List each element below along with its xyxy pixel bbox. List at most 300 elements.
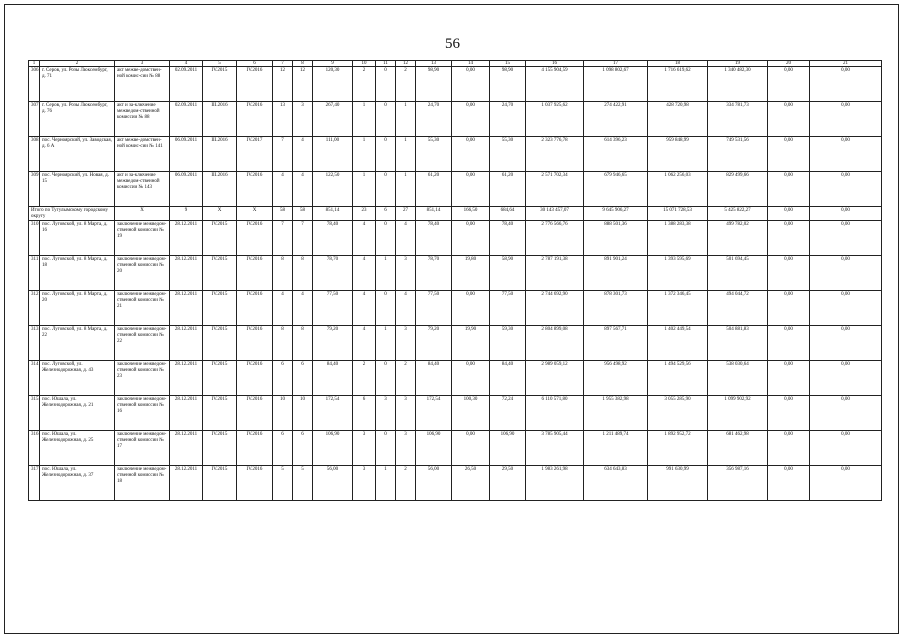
row-value-c18: 991 630,99	[648, 466, 708, 501]
row-value-c11: 0	[376, 291, 396, 326]
row-value-c19: 356 987,16	[708, 466, 768, 501]
table-row	[29, 256, 882, 291]
total-label: Итого по Тугулымскому городскому округу	[29, 207, 115, 221]
row-value-c18: 1 716 619,62	[648, 67, 708, 102]
row-value-c9: 77,50	[313, 291, 353, 326]
row-value-c16: 2 571 702,34	[526, 172, 584, 207]
row-value-c21: 0,00	[810, 137, 882, 172]
row-value-c9: 78,70	[313, 256, 353, 291]
row-value-c7: 10	[273, 396, 293, 431]
total-value-c14: 166,50	[452, 207, 490, 221]
table-row	[29, 431, 882, 466]
row-quarter-start: IV.2015	[203, 431, 237, 466]
row-value-c20: 0,00	[768, 67, 810, 102]
row-value-c16: 2 787 191,38	[526, 256, 584, 291]
row-number: 313	[29, 326, 40, 361]
row-value-c19: 749 531,56	[708, 137, 768, 172]
row-number: 317	[29, 466, 40, 501]
row-value-c19: 829 499,66	[708, 172, 768, 207]
row-value-c7: 4	[273, 291, 293, 326]
row-value-c20: 0,00	[768, 102, 810, 137]
row-quarter-start: III.2016	[203, 172, 237, 207]
column-number: 17	[584, 61, 648, 67]
row-value-c15: 72,24	[490, 396, 526, 431]
row-date: 28.12.2011	[170, 326, 203, 361]
row-value-c12: 4	[396, 291, 416, 326]
row-value-c17: 1 211 489,74	[584, 431, 648, 466]
row-quarter-end: IV.2016	[237, 396, 273, 431]
row-document: заключение межведом-ственной комиссии № 19	[115, 221, 170, 256]
row-value-c9: 172,54	[313, 396, 353, 431]
total-value-c3: X	[115, 207, 170, 221]
total-value-c15: 684,64	[490, 207, 526, 221]
row-value-c8: 4	[293, 291, 313, 326]
row-value-c12: 3	[396, 396, 416, 431]
total-value-c6: X	[237, 207, 273, 221]
row-date: 28.12.2011	[170, 256, 203, 291]
row-document: акт межве-домствен-ной комис-сии № 88	[115, 67, 170, 102]
row-value-c17: 614 396,23	[584, 137, 648, 172]
column-number: 16	[526, 61, 584, 67]
row-value-c14: 0,00	[452, 102, 490, 137]
total-value-c8: 58	[293, 207, 313, 221]
column-number: 13	[416, 61, 452, 67]
row-number: 314	[29, 361, 40, 396]
row-value-c19: 538 030,64	[708, 361, 768, 396]
row-address: пос. Луговской, ул. Железнодорожная, д. 43	[40, 361, 115, 396]
row-value-c21: 0,00	[810, 431, 882, 466]
row-value-c15: 106,90	[490, 431, 526, 466]
row-value-c7: 12	[273, 67, 293, 102]
row-value-c13: 98,90	[416, 67, 452, 102]
row-quarter-end: IV.2016	[237, 361, 273, 396]
row-date: 02.09.2011	[170, 102, 203, 137]
row-value-c19: 1 340 482,30	[708, 67, 768, 102]
row-value-c14: 26,50	[452, 466, 490, 501]
row-value-c12: 1	[396, 137, 416, 172]
row-value-c19: 1 099 902,92	[708, 396, 768, 431]
row-value-c21: 0,00	[810, 326, 882, 361]
row-value-c18: 1 062 256,03	[648, 172, 708, 207]
row-value-c10: 2	[353, 361, 376, 396]
table-row	[29, 221, 882, 256]
column-number: 18	[648, 61, 708, 67]
row-quarter-start: IV.2015	[203, 466, 237, 501]
row-value-c17: 1 098 802,67	[584, 67, 648, 102]
row-value-c13: 79,20	[416, 326, 452, 361]
row-quarter-start: IV.2015	[203, 221, 237, 256]
row-value-c10: 6	[353, 396, 376, 431]
row-value-c16: 3 785 905,44	[526, 431, 584, 466]
row-value-c21: 0,00	[810, 361, 882, 396]
row-value-c15: 59,30	[490, 326, 526, 361]
row-document: заключение межведом-ственной комиссии № 22	[115, 326, 170, 361]
row-value-c18: 1 402 449,54	[648, 326, 708, 361]
table-row	[29, 67, 882, 102]
row-value-c12: 3	[396, 256, 416, 291]
row-value-c20: 0,00	[768, 466, 810, 501]
row-value-c8: 8	[293, 256, 313, 291]
row-value-c18: 3 055 285,90	[648, 396, 708, 431]
row-quarter-end: IV.2016	[237, 466, 273, 501]
total-value-c13: 851,14	[416, 207, 452, 221]
total-row	[29, 207, 882, 221]
column-number: 3	[115, 61, 170, 67]
row-value-c15: 78,40	[490, 221, 526, 256]
row-value-c15: 24,70	[490, 102, 526, 137]
row-value-c16: 1 037 925,62	[526, 102, 584, 137]
row-value-c11: 3	[376, 396, 396, 431]
row-value-c12: 2	[396, 361, 416, 396]
row-value-c12: 3	[396, 431, 416, 466]
row-value-c13: 61,20	[416, 172, 452, 207]
row-value-c16: 1 983 261,98	[526, 466, 584, 501]
row-number: 306	[29, 67, 40, 102]
column-number: 5	[203, 61, 237, 67]
column-number: 2	[40, 61, 115, 67]
row-value-c11: 1	[376, 256, 396, 291]
row-quarter-start: III.2016	[203, 137, 237, 172]
row-value-c8: 10	[293, 396, 313, 431]
row-value-c20: 0,00	[768, 396, 810, 431]
row-date: 02.09.2011	[170, 67, 203, 102]
row-quarter-start: IV.2015	[203, 67, 237, 102]
row-value-c7: 6	[273, 431, 293, 466]
total-value-c17: 9 645 906,27	[584, 207, 648, 221]
column-number: 4	[170, 61, 203, 67]
total-value-c5: X	[203, 207, 237, 221]
row-value-c18: 1 892 952,72	[648, 431, 708, 466]
row-quarter-end: IV.2016	[237, 291, 273, 326]
row-value-c11: 0	[376, 102, 396, 137]
total-value-c9: 851,14	[313, 207, 353, 221]
row-value-c18: 1 388 283,38	[648, 221, 708, 256]
row-date: 06.09.2011	[170, 137, 203, 172]
page-number: 56	[445, 36, 460, 52]
row-quarter-end: IV.2016	[237, 102, 273, 137]
row-value-c15: 84,40	[490, 361, 526, 396]
row-value-c9: 79,20	[313, 326, 353, 361]
row-number: 307	[29, 102, 40, 137]
total-value-c20: 0,00	[768, 207, 810, 221]
row-value-c20: 0,00	[768, 137, 810, 172]
row-value-c15: 29,50	[490, 466, 526, 501]
row-value-c8: 7	[293, 221, 313, 256]
row-value-c9: 267,40	[313, 102, 353, 137]
row-number: 309	[29, 172, 40, 207]
row-date: 28.12.2011	[170, 221, 203, 256]
row-quarter-end: IV.2016	[237, 256, 273, 291]
table-row	[29, 396, 882, 431]
row-value-c20: 0,00	[768, 326, 810, 361]
row-value-c14: 0,00	[452, 67, 490, 102]
row-value-c19: 499 782,02	[708, 221, 768, 256]
row-quarter-end: IV.2016	[237, 221, 273, 256]
row-date: 28.12.2011	[170, 431, 203, 466]
row-value-c12: 1	[396, 172, 416, 207]
row-value-c16: 6 110 571,80	[526, 396, 584, 431]
row-value-c7: 4	[273, 172, 293, 207]
row-value-c21: 0,00	[810, 256, 882, 291]
row-number: 310	[29, 221, 40, 256]
total-value-c10: 23	[353, 207, 376, 221]
row-value-c21: 0,00	[810, 172, 882, 207]
row-value-c16: 4 155 904,59	[526, 67, 584, 102]
row-value-c11: 1	[376, 466, 396, 501]
row-quarter-end: IV.2016	[237, 431, 273, 466]
table-row	[29, 137, 882, 172]
row-document: заключение межведом-ственной комиссии № 21	[115, 291, 170, 326]
row-value-c12: 2	[396, 67, 416, 102]
column-number: 19	[708, 61, 768, 67]
column-number: 21	[810, 61, 882, 67]
row-address: пос. Луговской, ул. 8 Марта, д. 20	[40, 291, 115, 326]
row-value-c12: 2	[396, 466, 416, 501]
row-value-c21: 0,00	[810, 221, 882, 256]
total-value-c4: 9	[170, 207, 203, 221]
row-date: 06.09.2011	[170, 172, 203, 207]
row-value-c18: 428 720,98	[648, 102, 708, 137]
row-value-c9: 111,00	[313, 137, 353, 172]
row-number: 315	[29, 396, 40, 431]
row-value-c20: 0,00	[768, 361, 810, 396]
row-address: г. Серов, ул. Розы Люксембург, д. 76	[40, 102, 115, 137]
row-value-c10: 4	[353, 326, 376, 361]
row-value-c8: 4	[293, 172, 313, 207]
row-value-c7: 8	[273, 326, 293, 361]
row-value-c10: 4	[353, 291, 376, 326]
row-value-c11: 0	[376, 221, 396, 256]
row-value-c13: 24,70	[416, 102, 452, 137]
row-value-c9: 106,90	[313, 431, 353, 466]
row-value-c13: 78,40	[416, 221, 452, 256]
row-value-c12: 3	[396, 326, 416, 361]
row-value-c13: 56,00	[416, 466, 452, 501]
row-quarter-start: IV.2015	[203, 396, 237, 431]
row-value-c19: 334 781,73	[708, 102, 768, 137]
column-number: 14	[452, 61, 490, 67]
row-value-c21: 0,00	[810, 67, 882, 102]
row-value-c17: 634 643,83	[584, 466, 648, 501]
row-value-c9: 78,40	[313, 221, 353, 256]
row-address: пос. Юшала, ул. Железнодорожная, д. 25	[40, 431, 115, 466]
row-value-c14: 0,00	[452, 361, 490, 396]
row-value-c10: 3	[353, 466, 376, 501]
row-value-c14: 19,80	[452, 256, 490, 291]
row-value-c17: 897 567,71	[584, 326, 648, 361]
row-value-c16: 2 323 776,78	[526, 137, 584, 172]
row-value-c14: 19,90	[452, 326, 490, 361]
row-value-c14: 0,00	[452, 221, 490, 256]
row-value-c20: 0,00	[768, 291, 810, 326]
row-value-c21: 0,00	[810, 396, 882, 431]
column-number: 10	[353, 61, 376, 67]
row-value-c15: 98,90	[490, 67, 526, 102]
column-number: 11	[376, 61, 396, 67]
table-row	[29, 102, 882, 137]
row-value-c9: 84,40	[313, 361, 353, 396]
column-number: 9	[313, 61, 353, 67]
row-value-c21: 0,00	[810, 291, 882, 326]
row-value-c13: 84,40	[416, 361, 452, 396]
row-value-c16: 2 776 566,76	[526, 221, 584, 256]
row-value-c17: 888 501,36	[584, 221, 648, 256]
row-document: акт межве-домствен-ной комис-сии № 141	[115, 137, 170, 172]
row-value-c17: 1 955 382,98	[584, 396, 648, 431]
row-value-c18: 959 848,99	[648, 137, 708, 172]
row-value-c15: 61,20	[490, 172, 526, 207]
row-value-c8: 6	[293, 361, 313, 396]
row-value-c14: 0,00	[452, 431, 490, 466]
row-number: 308	[29, 137, 40, 172]
row-value-c20: 0,00	[768, 256, 810, 291]
row-address: пос. Луговской, ул. 8 Марта, д. 18	[40, 256, 115, 291]
housing-table	[28, 60, 882, 501]
row-document: акт и за-ключение межведом-ственной комиссии № 88	[115, 102, 170, 137]
row-date: 28.12.2011	[170, 466, 203, 501]
row-document: заключение межведом-ственной комиссии № 16	[115, 396, 170, 431]
row-value-c11: 0	[376, 137, 396, 172]
column-number: 7	[273, 61, 293, 67]
row-value-c11: 0	[376, 67, 396, 102]
row-value-c8: 5	[293, 466, 313, 501]
row-address: пос. Луговской, ул. 8 Марта, д. 22	[40, 326, 115, 361]
row-value-c17: 679 946,65	[584, 172, 648, 207]
row-document: заключение межведом-ственной комиссии № 23	[115, 361, 170, 396]
row-document: заключение межведом-ственной комиссии № 18	[115, 466, 170, 501]
row-value-c13: 78,70	[416, 256, 452, 291]
row-value-c18: 1 393 595,69	[648, 256, 708, 291]
row-value-c19: 494 044,72	[708, 291, 768, 326]
row-value-c10: 2	[353, 67, 376, 102]
row-quarter-start: IV.2015	[203, 361, 237, 396]
row-value-c15: 55,30	[490, 137, 526, 172]
row-value-c16: 2 804 899,08	[526, 326, 584, 361]
row-document: заключение межведом-ственной комиссии № 20	[115, 256, 170, 291]
row-value-c9: 120,30	[313, 67, 353, 102]
row-value-c19: 501 694,45	[708, 256, 768, 291]
row-value-c12: 4	[396, 221, 416, 256]
row-quarter-end: IV.2016	[237, 67, 273, 102]
row-address: пос. Юшала, ул. Железнодорожная, д. 21	[40, 396, 115, 431]
row-value-c10: 1	[353, 102, 376, 137]
row-value-c9: 56,00	[313, 466, 353, 501]
total-value-c21: 0,00	[810, 207, 882, 221]
row-value-c13: 172,54	[416, 396, 452, 431]
row-value-c8: 3	[293, 102, 313, 137]
row-value-c11: 0	[376, 172, 396, 207]
row-address: г. Серов, ул. Розы Люксембург, д. 71	[40, 67, 115, 102]
row-value-c7: 7	[273, 137, 293, 172]
row-value-c19: 681 462,98	[708, 431, 768, 466]
total-value-c11: 6	[376, 207, 396, 221]
row-value-c15: 58,90	[490, 256, 526, 291]
row-address: пос. Черноярский, ул. Заводская, д. 6 А	[40, 137, 115, 172]
row-value-c7: 5	[273, 466, 293, 501]
row-number: 316	[29, 431, 40, 466]
row-quarter-start: IV.2015	[203, 291, 237, 326]
row-value-c8: 12	[293, 67, 313, 102]
row-value-c8: 6	[293, 431, 313, 466]
row-value-c10: 1	[353, 172, 376, 207]
row-value-c13: 106,90	[416, 431, 452, 466]
row-value-c14: 0,00	[452, 137, 490, 172]
row-value-c15: 77,50	[490, 291, 526, 326]
row-quarter-end: IV.2016	[237, 172, 273, 207]
row-document: акт и за-ключение межведом-ственной комиссии № 143	[115, 172, 170, 207]
row-value-c7: 8	[273, 256, 293, 291]
row-value-c10: 3	[353, 431, 376, 466]
row-date: 28.12.2011	[170, 396, 203, 431]
row-value-c17: 878 301,73	[584, 291, 648, 326]
table-row	[29, 466, 882, 501]
row-value-c20: 0,00	[768, 221, 810, 256]
row-number: 312	[29, 291, 40, 326]
row-value-c7: 13	[273, 102, 293, 137]
row-value-c14: 100,30	[452, 396, 490, 431]
row-value-c21: 0,00	[810, 102, 882, 137]
column-number: 20	[768, 61, 810, 67]
row-date: 28.12.2011	[170, 291, 203, 326]
row-value-c18: 1 372 346,45	[648, 291, 708, 326]
total-value-c19: 5 425 822,27	[708, 207, 768, 221]
row-quarter-end: IV.2017	[237, 137, 273, 172]
row-document: заключение межведом-ственной комиссии № 17	[115, 431, 170, 466]
row-value-c17: 891 901,24	[584, 256, 648, 291]
column-number: 8	[293, 61, 313, 67]
row-value-c20: 0,00	[768, 431, 810, 466]
row-value-c7: 6	[273, 361, 293, 396]
table-row	[29, 172, 882, 207]
total-value-c12: 27	[396, 207, 416, 221]
row-value-c11: 0	[376, 431, 396, 466]
total-value-c16: 30 143 457,07	[526, 207, 584, 221]
total-value-c7: 58	[273, 207, 293, 221]
row-value-c16: 2 744 692,90	[526, 291, 584, 326]
row-value-c17: 956 498,92	[584, 361, 648, 396]
row-value-c8: 4	[293, 137, 313, 172]
row-address: пос. Луговской, ул. 8 Марта, д. 16	[40, 221, 115, 256]
row-value-c14: 0,00	[452, 172, 490, 207]
row-quarter-start: III.2016	[203, 102, 237, 137]
total-value-c18: 15 071 728,53	[648, 207, 708, 221]
row-value-c12: 1	[396, 102, 416, 137]
row-value-c9: 122,50	[313, 172, 353, 207]
row-value-c13: 77,50	[416, 291, 452, 326]
row-value-c21: 0,00	[810, 466, 882, 501]
row-value-c10: 1	[353, 137, 376, 172]
row-quarter-start: IV.2015	[203, 256, 237, 291]
column-number: 1	[29, 61, 40, 67]
row-value-c18: 1 494 529,56	[648, 361, 708, 396]
row-value-c14: 0,00	[452, 291, 490, 326]
row-quarter-end: IV.2016	[237, 326, 273, 361]
row-value-c11: 1	[376, 326, 396, 361]
row-value-c17: 274 422,91	[584, 102, 648, 137]
row-value-c20: 0,00	[768, 172, 810, 207]
row-date: 28.12.2011	[170, 361, 203, 396]
row-value-c13: 55,30	[416, 137, 452, 172]
row-value-c19: 504 881,83	[708, 326, 768, 361]
table-row	[29, 291, 882, 326]
table-row	[29, 326, 882, 361]
column-number: 15	[490, 61, 526, 67]
column-number: 12	[396, 61, 416, 67]
column-number: 6	[237, 61, 273, 67]
row-address: пос. Черноярский, ул. Новая, д. 15	[40, 172, 115, 207]
row-value-c7: 7	[273, 221, 293, 256]
row-value-c16: 2 989 059,12	[526, 361, 584, 396]
